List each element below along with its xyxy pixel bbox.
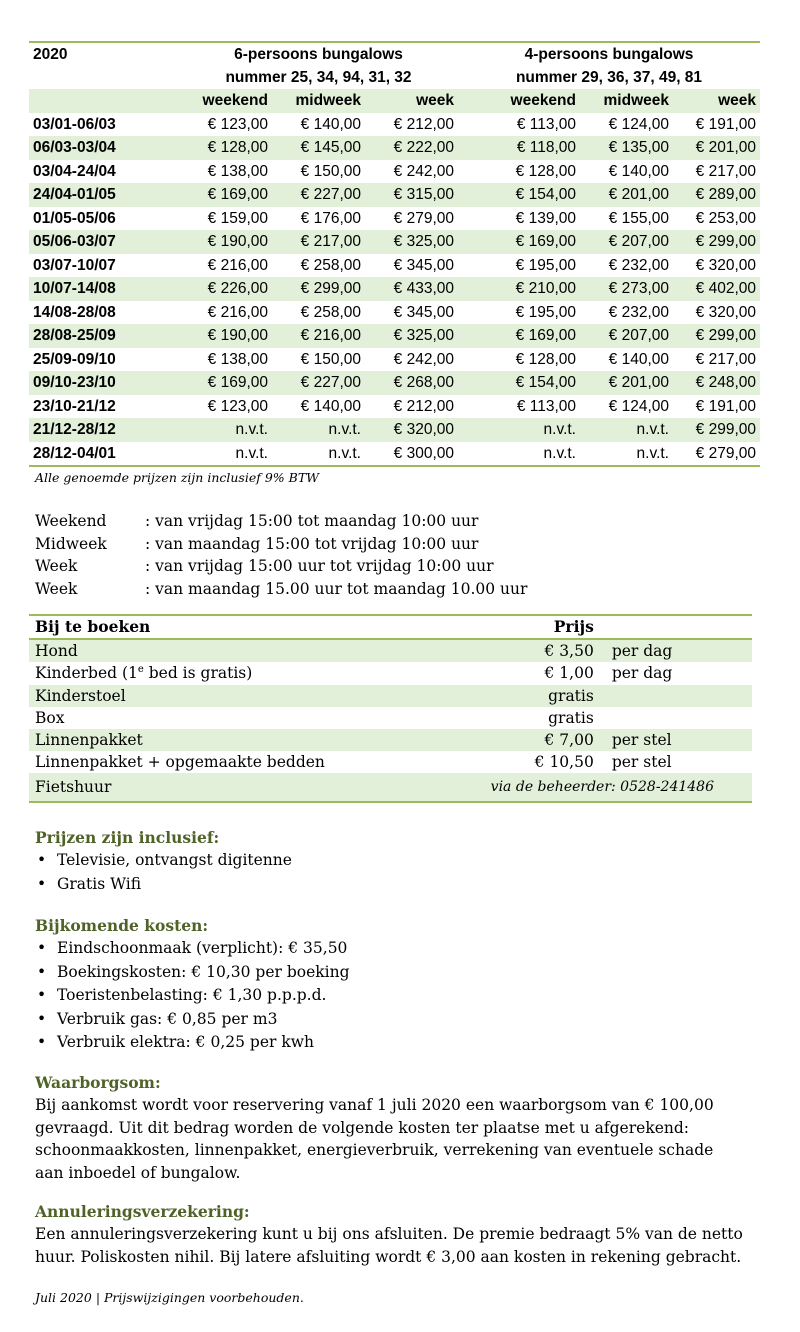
list-item-text: Boekingskosten: € 10,30 per boeking	[57, 962, 350, 981]
price-cell: € 345,00	[393, 256, 454, 274]
period-text: : van maandag 15:00 tot vrijdag 10:00 uur	[145, 534, 479, 553]
list-item-text: Verbruik elektra: € 0,25 per kwh	[57, 1033, 314, 1051]
price-cell: € 232,00	[608, 256, 669, 274]
bullet-icon: •	[37, 1033, 47, 1051]
price-cell: € 128,00	[515, 350, 576, 368]
table-row	[29, 207, 760, 231]
col-week-6: week	[365, 89, 458, 113]
price-cell: € 145,00	[272, 136, 365, 160]
price-cell: € 402,00	[673, 277, 760, 301]
price-cell: € 299,00	[673, 324, 760, 348]
period-cell: 05/06-03/07	[29, 230, 179, 254]
price-cell: € 279,00	[673, 442, 760, 467]
price-cell: € 128,00	[179, 136, 272, 160]
price-cell: € 150,00	[300, 350, 361, 368]
price-cell: € 154,00	[458, 183, 580, 207]
price-cell: n.v.t.	[458, 418, 580, 442]
period-cell: 03/04-24/04	[33, 162, 116, 180]
price-cell: € 258,00	[300, 303, 361, 321]
table-row	[29, 230, 760, 254]
price-cell: € 138,00	[207, 350, 268, 368]
table-row	[29, 136, 760, 160]
extras-header-item: Bij te boeken	[29, 615, 485, 639]
price-cell: € 216,00	[207, 303, 268, 321]
bullet-icon: •	[37, 939, 47, 957]
extras-row	[29, 729, 752, 751]
bullet-icon: •	[37, 851, 47, 869]
year-label: 2020	[29, 42, 179, 66]
price-cell: € 150,00	[300, 162, 361, 180]
price-cell: € 140,00	[300, 115, 361, 133]
price-cell: € 227,00	[272, 371, 365, 395]
included-list	[35, 849, 760, 896]
extras-item-unit: per stel	[600, 729, 752, 751]
price-cell: n.v.t.	[580, 442, 673, 467]
extras-item-price: € 3,50	[485, 639, 600, 662]
deposit-line: Bij aankomst wordt voor reservering vanaf 1 juli 2020 een waarborgsom van € 100,00	[35, 1096, 714, 1114]
price-cell: € 123,00	[207, 397, 268, 415]
price-cell: € 226,00	[179, 277, 272, 301]
table-header-row-1	[29, 42, 760, 66]
col-midweek-6: midweek	[272, 89, 365, 113]
price-cell: € 325,00	[365, 230, 458, 254]
price-cell: € 138,00	[207, 162, 268, 180]
period-row	[35, 510, 527, 533]
price-cell: € 299,00	[272, 277, 365, 301]
extras-table	[29, 614, 752, 803]
extras-header-price: Prijs	[485, 615, 600, 639]
table-row	[29, 277, 760, 301]
extras-header	[29, 615, 752, 639]
price-cell: € 299,00	[673, 418, 760, 442]
period-cell: 28/12-04/01	[29, 442, 179, 467]
table-row	[29, 301, 760, 325]
price-cell: € 159,00	[207, 209, 268, 227]
extras-item-name-part: Kinderbed (1	[35, 664, 138, 683]
period-cell: 28/08-25/09	[29, 324, 179, 348]
period-cell: 21/12-28/12	[29, 418, 179, 442]
period-label: Week	[35, 579, 78, 598]
price-cell: € 124,00	[608, 397, 669, 415]
price-cell: € 222,00	[365, 136, 458, 160]
price-cell: n.v.t.	[179, 418, 272, 442]
list-item-text: Eindschoonmaak (verplicht): € 35,50	[57, 939, 348, 957]
price-cell: € 232,00	[608, 303, 669, 321]
price-cell: € 113,00	[516, 115, 576, 133]
footer-note: Juli 2020 | Prijswijzigingen voorbehouden.	[35, 1290, 304, 1305]
price-cell: € 217,00	[272, 230, 365, 254]
list-item-text: Verbruik gas: € 0,85 per m3	[57, 1009, 278, 1028]
extras-item-price: € 10,50	[534, 753, 594, 772]
group-4-numbers: nummer 29, 36, 37, 49, 81	[515, 69, 703, 86]
price-cell: € 201,00	[580, 183, 673, 207]
price-cell: € 216,00	[272, 324, 365, 348]
list-item-text: Gratis Wifi	[57, 874, 142, 893]
period-cell: 23/10-21/12	[33, 397, 116, 415]
deposit-line: gevraagd. Uit dit bedrag worden de volgende kosten ter plaatse met u afgerekend:	[35, 1118, 690, 1137]
extras-item-name: Linnenpakket + opgemaakte bedden	[35, 753, 325, 772]
price-cell: € 325,00	[365, 324, 458, 348]
price-cell: € 217,00	[695, 162, 756, 180]
price-cell: € 268,00	[365, 371, 458, 395]
period-cell: 01/05-05/06	[33, 209, 116, 227]
group-4-title: 4-persoons bungalows	[458, 42, 760, 66]
table-row	[29, 395, 760, 419]
price-cell: € 201,00	[673, 136, 760, 160]
price-cell: € 139,00	[515, 209, 576, 227]
period-cell: 03/07-10/07	[33, 256, 116, 274]
bike-rental-note: via de beheerder: 0528-241486	[485, 773, 752, 802]
list-item	[35, 961, 760, 985]
extras-row	[29, 685, 752, 707]
price-cell: € 315,00	[365, 183, 458, 207]
extras-row-bike	[29, 773, 752, 802]
price-cell: € 169,00	[458, 230, 580, 254]
additional-costs-title: Bijkomende kosten:	[35, 916, 209, 935]
price-cell: € 299,00	[673, 230, 760, 254]
bullet-icon: •	[37, 1009, 47, 1028]
extras-item-unit: per dag	[600, 639, 752, 662]
price-cell: € 242,00	[393, 350, 454, 368]
extras-item-unit: per dag	[611, 664, 673, 683]
price-cell: € 140,00	[300, 397, 361, 415]
price-cell: € 190,00	[179, 230, 272, 254]
bike-rental-label: Fietshuur	[29, 773, 485, 802]
group-6-title: 6-persoons bungalows	[179, 42, 458, 66]
price-cell: n.v.t.	[458, 442, 580, 467]
price-cell: € 191,00	[695, 397, 756, 415]
group-6-numbers: nummer 25, 34, 94, 31, 32	[225, 69, 412, 86]
bullet-icon: •	[37, 986, 47, 1004]
deposit-line: schoonmaakkosten, linnenpakket, energieverbruik, verrekening van eventuele schade	[35, 1141, 714, 1160]
price-cell: € 169,00	[179, 371, 272, 395]
price-cell: € 191,00	[695, 115, 756, 133]
cancellation-text	[35, 1223, 760, 1268]
price-cell: € 216,00	[207, 256, 268, 274]
price-cell: € 154,00	[458, 371, 580, 395]
period-cell: 09/10-23/10	[29, 371, 179, 395]
price-cell: € 155,00	[608, 209, 669, 227]
price-cell: € 207,00	[580, 324, 673, 348]
price-cell: € 273,00	[580, 277, 673, 301]
table-row	[29, 113, 760, 137]
price-cell: € 320,00	[695, 256, 756, 274]
period-row	[35, 555, 527, 578]
list-item-text: Televisie, ontvangst digitenne	[57, 851, 292, 869]
price-cell: € 212,00	[393, 397, 454, 415]
price-cell: € 345,00	[393, 303, 454, 321]
col-midweek-4: midweek	[580, 89, 673, 113]
price-cell: € 248,00	[673, 371, 760, 395]
period-cell: 06/03-03/04	[29, 136, 179, 160]
extras-item-price: € 1,00	[544, 664, 594, 683]
price-cell: € 118,00	[458, 136, 580, 160]
extras-item-unit: per stel	[611, 753, 672, 772]
extras-item-name: Linnenpakket	[29, 729, 485, 751]
extras-item-unit	[600, 707, 752, 729]
table-header-row-2	[29, 66, 760, 89]
col-weekend-6: weekend	[179, 89, 272, 113]
price-cell: € 140,00	[608, 350, 669, 368]
price-cell: € 433,00	[365, 277, 458, 301]
list-item	[35, 984, 760, 1008]
extras-row	[29, 751, 752, 773]
cancellation-title: Annuleringsverzekering:	[35, 1202, 250, 1221]
price-cell: n.v.t.	[272, 418, 365, 442]
price-cell: € 258,00	[300, 256, 361, 274]
price-cell: € 320,00	[695, 303, 756, 321]
extras-item-name	[29, 662, 485, 684]
included-section	[35, 826, 760, 896]
deposit-text	[35, 1094, 760, 1184]
price-cell: € 300,00	[365, 442, 458, 467]
list-item	[35, 849, 760, 873]
price-cell: € 135,00	[580, 136, 673, 160]
extras-item-price: gratis	[548, 708, 594, 727]
price-cell: € 217,00	[695, 350, 756, 368]
extras-row	[29, 707, 752, 729]
deposit-title: Waarborgsom:	[35, 1073, 161, 1092]
price-cell: € 227,00	[272, 183, 365, 207]
included-title: Prijzen zijn inclusief:	[35, 828, 220, 847]
price-cell: € 128,00	[515, 162, 576, 180]
extras-row	[29, 662, 752, 684]
extras-item-name-part: bed is gratis)	[143, 664, 253, 683]
price-cell: € 201,00	[580, 371, 673, 395]
price-cell: € 253,00	[695, 209, 756, 227]
price-cell: € 242,00	[393, 162, 454, 180]
price-cell: € 207,00	[580, 230, 673, 254]
extras-item-unit	[600, 685, 752, 707]
list-item	[35, 1031, 760, 1055]
extras-item-name-sup: e	[137, 664, 144, 676]
price-cell: n.v.t.	[179, 442, 272, 467]
price-cell: € 176,00	[300, 209, 361, 227]
additional-costs-list	[35, 937, 760, 1055]
price-cell: € 169,00	[179, 183, 272, 207]
period-label: Midweek	[35, 534, 107, 553]
vat-note: Alle genoemde prijzen zijn inclusief 9% BTW	[35, 470, 320, 485]
cancellation-line: huur. Poliskosten nihil. Bij latere afsluiting wordt € 3,00 aan kosten in rekening gebracht.	[35, 1247, 742, 1266]
table-header-row-3	[29, 89, 760, 113]
table-row	[29, 418, 760, 442]
bullet-icon: •	[37, 962, 47, 981]
table-row	[29, 183, 760, 207]
table-row	[29, 254, 760, 278]
period-cell: 24/04-01/05	[29, 183, 179, 207]
period-label: Week	[35, 557, 78, 575]
deposit-line: aan inboedel of bungalow.	[35, 1163, 241, 1182]
table-row	[29, 324, 760, 348]
price-cell: n.v.t.	[272, 442, 365, 467]
bullet-icon: •	[37, 874, 47, 893]
list-item	[35, 1008, 760, 1032]
list-item	[35, 873, 760, 897]
period-text: : van vrijdag 15:00 uur tot vrijdag 10:00 uur	[145, 557, 494, 575]
extras-item-name: Kinderstoel	[29, 685, 485, 707]
extras-item-price: gratis	[485, 685, 600, 707]
price-cell: € 190,00	[179, 324, 272, 348]
price-cell: € 140,00	[608, 162, 669, 180]
price-cell: n.v.t.	[580, 418, 673, 442]
period-text: : van maandag 15.00 uur tot maandag 10.00 uur	[145, 579, 528, 598]
price-cell: € 195,00	[515, 303, 576, 321]
period-cell: 03/01-06/03	[33, 115, 116, 133]
extras-item-name: Box	[35, 708, 65, 727]
period-row	[35, 533, 527, 556]
extras-item-price: € 7,00	[485, 729, 600, 751]
price-cell: € 320,00	[365, 418, 458, 442]
list-item-text: Toeristenbelasting: € 1,30 p.p.p.d.	[57, 986, 327, 1004]
price-cell: € 195,00	[515, 256, 576, 274]
price-cell: € 289,00	[673, 183, 760, 207]
price-cell: € 124,00	[608, 115, 669, 133]
col-weekend-4: weekend	[458, 89, 580, 113]
price-cell: € 123,00	[207, 115, 268, 133]
extras-row	[29, 639, 752, 662]
price-table	[29, 41, 760, 467]
price-cell: € 169,00	[458, 324, 580, 348]
table-row	[29, 160, 760, 184]
cancellation-section	[35, 1200, 760, 1268]
price-cell: € 279,00	[393, 209, 454, 227]
deposit-section	[35, 1071, 760, 1184]
price-cell: € 212,00	[393, 115, 454, 133]
extras-item-name: Hond	[29, 639, 485, 662]
period-cell: 25/09-09/10	[33, 350, 116, 368]
list-item	[35, 937, 760, 961]
price-cell: € 113,00	[516, 397, 576, 415]
table-row	[29, 348, 760, 372]
col-week-4: week	[673, 89, 760, 113]
period-text: : van vrijdag 15:00 tot maandag 10:00 uur	[145, 512, 479, 530]
table-row	[29, 371, 760, 395]
table-row	[29, 442, 760, 467]
period-definitions	[35, 510, 527, 600]
period-cell: 14/08-28/08	[33, 303, 116, 321]
additional-costs-section	[35, 914, 760, 1055]
period-cell: 10/07-14/08	[29, 277, 179, 301]
cancellation-line: Een annuleringsverzekering kunt u bij ons afsluiten. De premie bedraagt 5% van de netto	[35, 1225, 743, 1243]
price-cell: € 210,00	[458, 277, 580, 301]
period-row	[35, 578, 527, 601]
period-label: Weekend	[35, 512, 107, 530]
